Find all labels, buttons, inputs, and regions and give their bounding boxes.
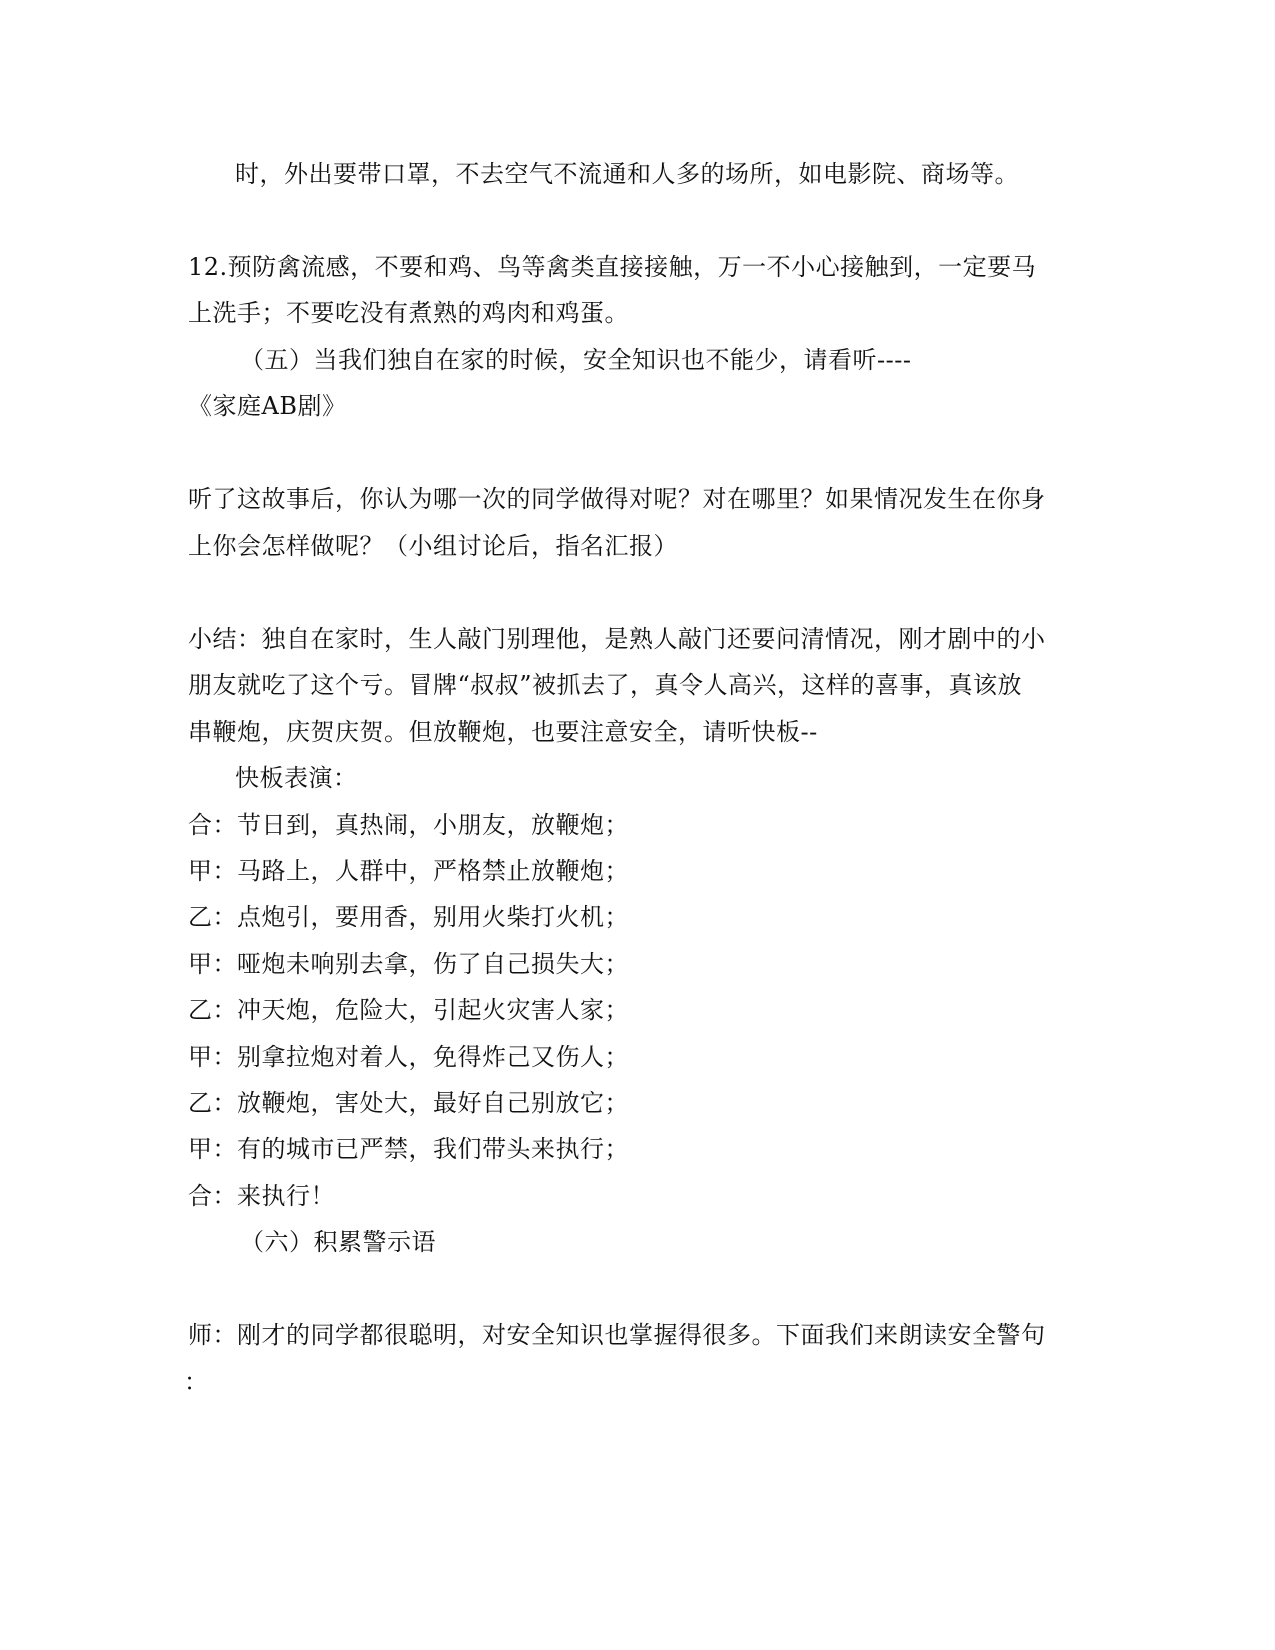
verse-line: 甲：别拿拉炮对着人，免得炸己又伤人；: [188, 1043, 629, 1071]
verse-line: 乙：点炮引，要用香，别用火柴打火机；: [188, 903, 629, 931]
verse-line: 合：来执行！: [188, 1182, 335, 1210]
verse-line: 乙：冲天炮，危险大，引起火灾害人家；: [188, 996, 629, 1024]
verse-line: 乙：放鞭炮，害处大，最好自己别放它；: [188, 1089, 629, 1117]
verse-line: 甲：哑炮未响别去拿，伤了自己损失大；: [188, 950, 629, 978]
text-line: 听了这故事后，你认为哪一次的同学做得对呢？对在哪里？如果情况发生在你身: [188, 485, 1046, 513]
section-heading: （五）当我们独自在家的时候，安全知识也不能少，请看听----: [240, 346, 912, 374]
text-line: 朋友就吃了这个亏。冒牌“叔叔”被抓去了，真令人高兴，这样的喜事，真该放: [188, 671, 1023, 699]
section-heading: （六）积累警示语: [240, 1228, 436, 1256]
verse-line: 合：节日到，真热闹，小朋友，放鞭炮；: [188, 811, 629, 839]
text-line: 串鞭炮，庆贺庆贺。但放鞭炮，也要注意安全，请听快板--: [188, 718, 818, 746]
text-line: 上你会怎样做呢？（小组讨论后，指名汇报）: [188, 532, 678, 560]
verse-line: 甲：有的城市已严禁，我们带头来执行；: [188, 1135, 629, 1163]
text-line: 《家庭AB剧》: [188, 392, 347, 420]
text-line: 师：刚才的同学都很聪明，对安全知识也掌握得很多。下面我们来朗读安全警句: [188, 1321, 1046, 1349]
text-line: 上洗手；不要吃没有煮熟的鸡肉和鸡蛋。: [188, 299, 629, 327]
text-line: 时，外出要带口罩，不去空气不流通和人多的场所，如电影院、商场等。: [235, 160, 1019, 188]
text-line: ：: [184, 1368, 209, 1396]
text-line: 快板表演：: [235, 764, 358, 792]
verse-line: 甲：马路上，人群中，严格禁止放鞭炮；: [188, 857, 629, 885]
text-line: 小结：独自在家时，生人敲门别理他，是熟人敲门还要问清情况，刚才剧中的小: [188, 625, 1046, 653]
text-line: 12.预防禽流感，不要和鸡、鸟等禽类直接接触，万一不小心接触到，一定要马: [188, 253, 1037, 281]
